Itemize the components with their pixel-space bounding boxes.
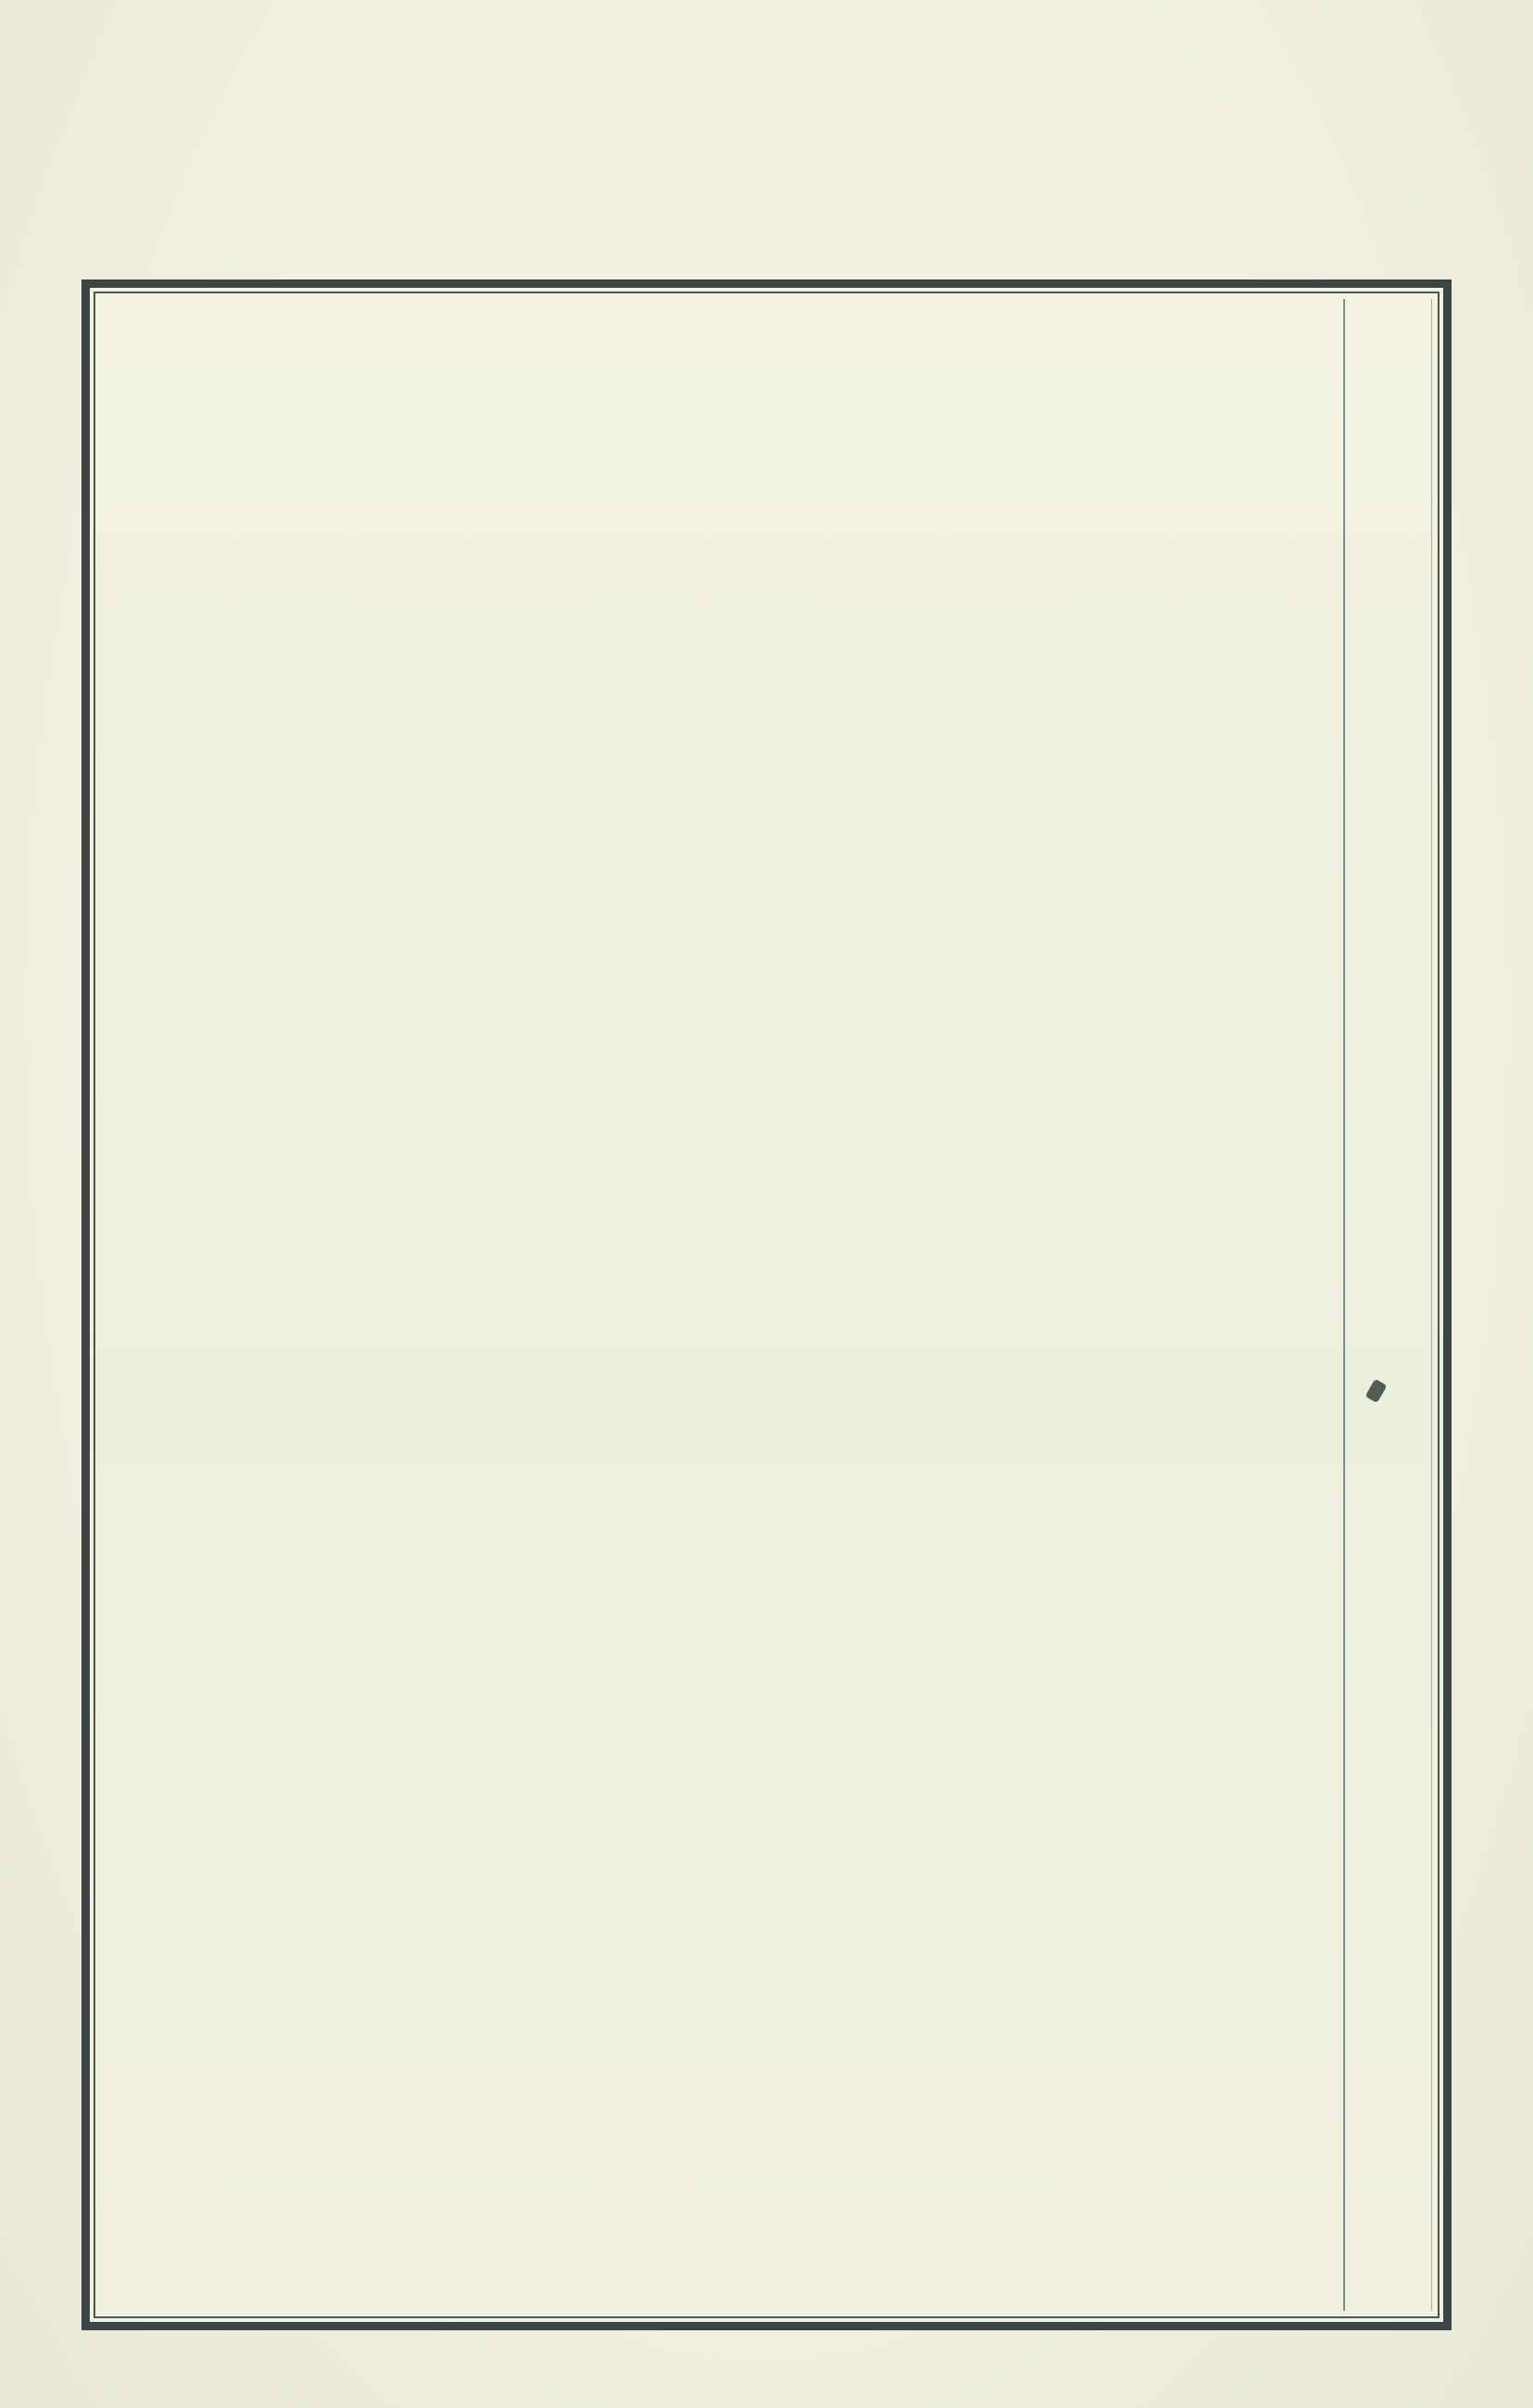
columns — [101, 299, 1432, 2311]
title-column — [1343, 299, 1432, 2311]
text-frame — [81, 279, 1452, 2330]
